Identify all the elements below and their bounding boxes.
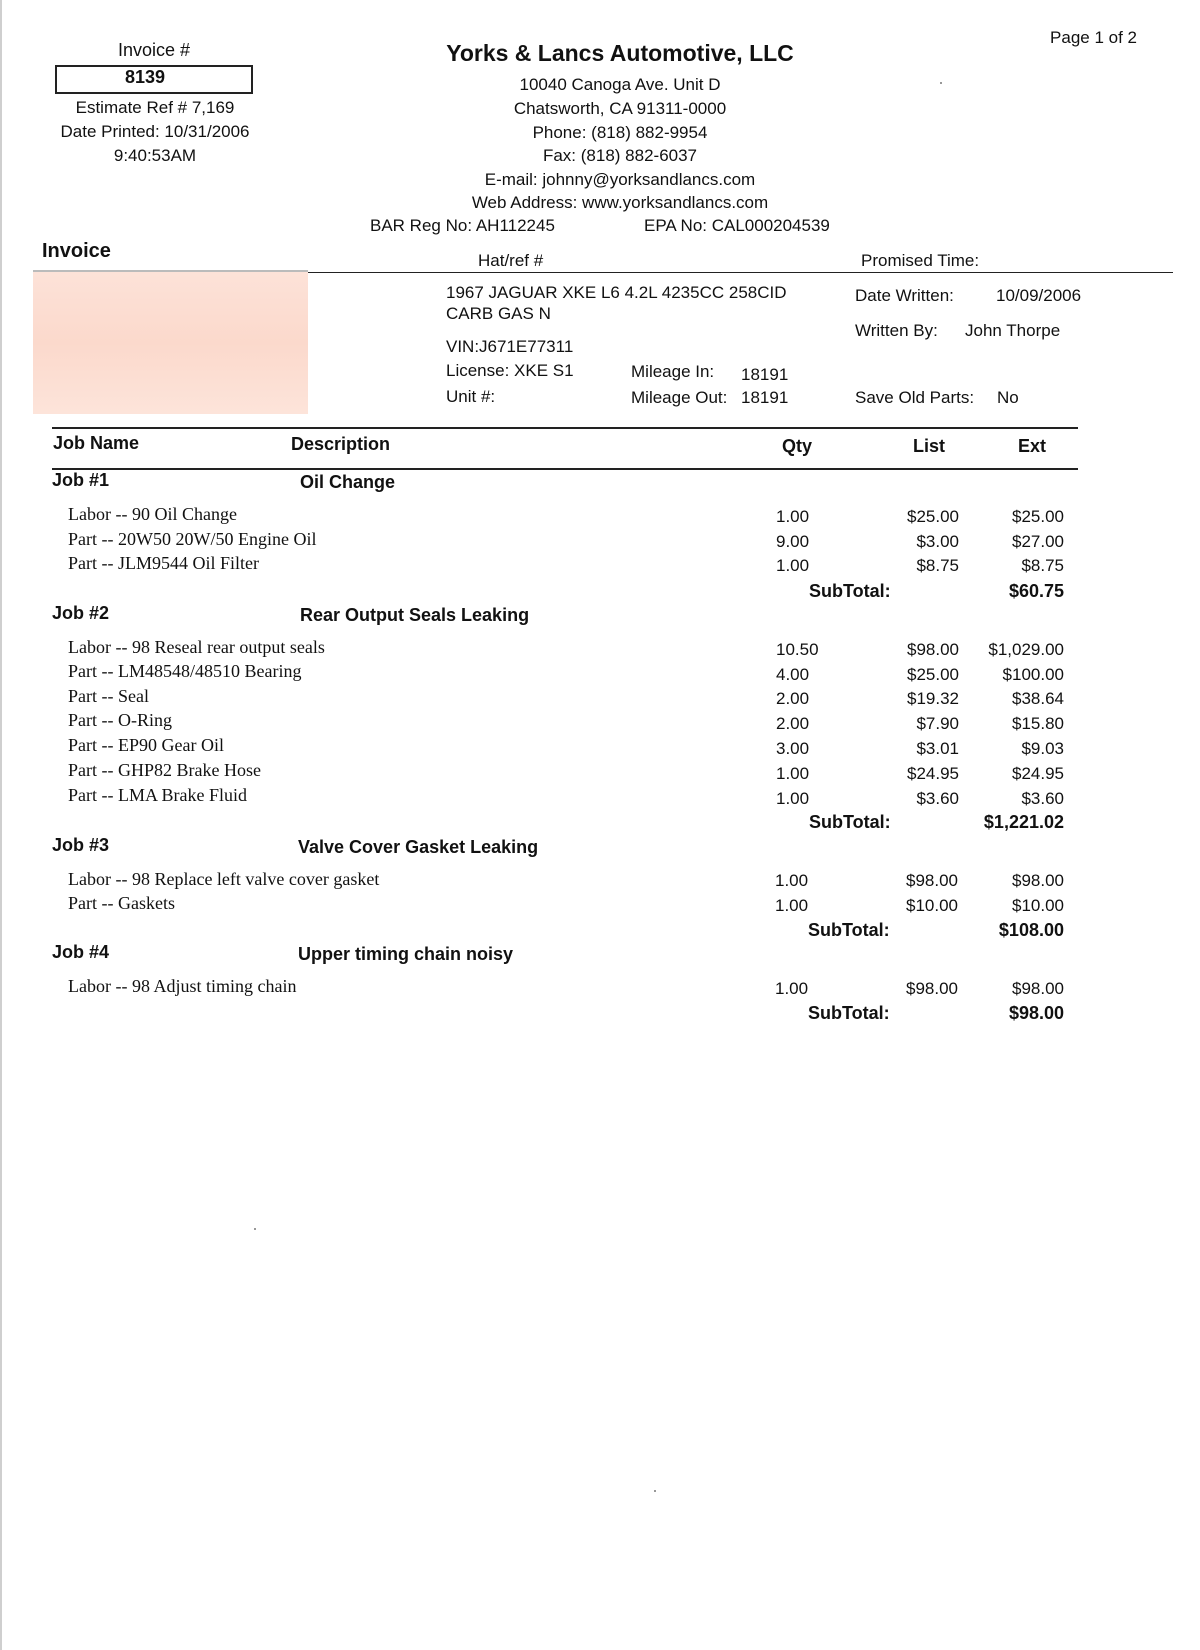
line-item-extended-price: $1,029.00 [988, 640, 1064, 659]
page-indicator: Page 1 of 2 [1050, 28, 1137, 47]
line-item-description: Part -- JLM9544 Oil Filter [68, 553, 259, 573]
scan-speck [940, 82, 942, 84]
vehicle-engine: CARB GAS N [446, 304, 551, 323]
job-number: Job #1 [52, 470, 110, 490]
job-number: Job #3 [52, 835, 110, 855]
line-item-description: Part -- GHP82 Brake Hose [68, 760, 261, 780]
line-item-description: Part -- O-Ring [68, 710, 172, 730]
line-item-description: Part -- 20W50 20W/50 Engine Oil [68, 529, 317, 549]
line-item-qty: 1.00 [775, 979, 809, 998]
column-header-qty: Qty [782, 436, 813, 456]
line-item-qty: 10.50 [776, 640, 819, 659]
line-item-extended-price: $25.00 [1012, 507, 1064, 526]
line-item-list-price: $25.00 [907, 507, 959, 526]
company-name: Yorks & Lancs Automotive, LLC [446, 40, 794, 66]
line-item-list-price: $24.95 [907, 764, 959, 783]
company-web: Web Address: www.yorksandlancs.com [471, 193, 769, 212]
line-item-list-price: $98.00 [907, 640, 959, 659]
written-by-label: Written By: [855, 321, 938, 340]
line-item-list-price: $25.00 [907, 665, 959, 684]
line-item-qty: 1.00 [776, 556, 810, 575]
line-item-qty: 1.00 [776, 764, 810, 783]
line-item-list-price: $3.60 [916, 789, 959, 808]
line-item-description: Part -- EP90 Gear Oil [68, 735, 224, 755]
line-item-qty: 1.00 [776, 507, 810, 526]
subtotal-label: SubTotal: [808, 920, 890, 940]
mileage-in-value: 18191 [741, 365, 789, 384]
mileage-out-label: Mileage Out: [631, 388, 728, 407]
line-item-list-price: $10.00 [906, 896, 958, 915]
line-item-list-price: $19.32 [907, 689, 959, 708]
company-email: E-mail: johnny@yorksandlancs.com [484, 170, 756, 189]
estimate-ref: Estimate Ref # 7,169 [75, 98, 235, 117]
line-item-extended-price: $24.95 [1012, 764, 1064, 783]
invoice-number-box [55, 65, 253, 94]
line-item-list-price: $3.00 [916, 532, 959, 551]
job-subtotal: $1,221.02 [983, 812, 1064, 832]
line-item-description: Part -- Gaskets [68, 893, 175, 913]
line-item-description: Part -- Seal [68, 686, 149, 706]
line-item-list-price: $8.75 [916, 556, 959, 575]
promised-time-label: Promised Time: [861, 251, 980, 270]
scan-speck [254, 1228, 256, 1230]
job-title: Rear Output Seals Leaking [300, 605, 530, 625]
line-item-list-price: $7.90 [916, 714, 959, 733]
vehicle-description: 1967 JAGUAR XKE L6 4.2L 4235CC 258CID [446, 283, 787, 302]
line-item-extended-price: $3.60 [1021, 789, 1064, 808]
line-item-description: Labor -- 98 Replace left valve cover gasket [68, 869, 380, 889]
date-written-label: Date Written: [855, 286, 954, 305]
column-header-ext: Ext [1018, 436, 1047, 456]
redacted-customer-info [33, 270, 308, 414]
line-item-description: Labor -- 98 Adjust timing chain [68, 976, 297, 996]
date-written-value: 10/09/2006 [996, 286, 1082, 305]
job-subtotal: $60.75 [1008, 581, 1064, 601]
column-header-job-name: Job Name [53, 433, 140, 453]
line-item-qty: 9.00 [776, 532, 810, 551]
line-item-qty: 1.00 [776, 789, 810, 808]
column-header-list: List [913, 436, 946, 456]
company-address-line1: 10040 Canoga Ave. Unit D [519, 75, 721, 94]
line-item-extended-price: $27.00 [1012, 532, 1064, 551]
vehicle-unit: Unit #: [446, 387, 496, 406]
date-printed: Date Printed: 10/31/2006 [60, 122, 250, 141]
job-number: Job #4 [52, 942, 110, 962]
job-subtotal: $108.00 [998, 920, 1064, 940]
table-top-rule [52, 427, 1078, 429]
job-subtotal: $98.00 [1008, 1003, 1064, 1023]
company-fax: Fax: (818) 882-6037 [542, 146, 698, 165]
line-item-qty: 1.00 [775, 871, 809, 890]
line-item-extended-price: $98.00 [1012, 979, 1064, 998]
line-item-extended-price: $15.80 [1012, 714, 1064, 733]
line-item-qty: 4.00 [776, 665, 810, 684]
line-item-extended-price: $100.00 [1002, 665, 1064, 684]
line-item-extended-price: $98.00 [1012, 871, 1064, 890]
line-item-qty: 3.00 [776, 739, 810, 758]
scan-speck [654, 1490, 656, 1492]
line-item-extended-price: $8.75 [1021, 556, 1064, 575]
line-item-list-price: $3.01 [916, 739, 959, 758]
line-item-qty: 2.00 [776, 689, 810, 708]
written-by-value: John Thorpe [965, 321, 1061, 340]
subtotal-label: SubTotal: [809, 581, 891, 601]
time-printed: 9:40:53AM [113, 146, 197, 165]
vehicle-license: License: XKE S1 [446, 361, 574, 380]
company-phone: Phone: (818) 882-9954 [532, 123, 708, 142]
job-title: Oil Change [300, 472, 396, 492]
line-item-extended-price: $10.00 [1012, 896, 1064, 915]
line-item-description: Labor -- 90 Oil Change [68, 504, 237, 524]
invoice-section-label: Invoice [42, 240, 111, 262]
hat-ref-label: Hat/ref # [478, 251, 544, 270]
company-address-line2: Chatsworth, CA 91311-0000 [513, 99, 727, 118]
table-header-rule [52, 468, 1078, 470]
bar-reg-number: BAR Reg No: AH112245 [370, 216, 555, 235]
line-item-list-price: $98.00 [906, 871, 958, 890]
line-item-list-price: $98.00 [906, 979, 958, 998]
save-old-parts-label: Save Old Parts: [855, 388, 975, 407]
vehicle-vin: VIN:J671E77311 [446, 337, 574, 356]
invoice-number-label: Invoice # [117, 40, 191, 60]
line-item-description: Labor -- 98 Reseal rear output seals [68, 637, 325, 657]
line-item-extended-price: $38.64 [1012, 689, 1064, 708]
column-header-description: Description [291, 434, 391, 454]
epa-number: EPA No: CAL000204539 [644, 216, 830, 235]
mileage-out-value: 18191 [741, 388, 789, 407]
line-item-qty: 2.00 [776, 714, 810, 733]
subtotal-label: SubTotal: [808, 1003, 890, 1023]
save-old-parts-value: No [997, 388, 1019, 407]
line-item-qty: 1.00 [775, 896, 809, 915]
job-number: Job #2 [52, 603, 110, 623]
mileage-in-label: Mileage In: [631, 362, 715, 381]
line-item-description: Part -- LM48548/48510 Bearing [68, 661, 302, 681]
line-item-description: Part -- LMA Brake Fluid [68, 785, 247, 805]
scan-edge [0, 0, 2, 1650]
subtotal-label: SubTotal: [809, 812, 891, 832]
job-title: Valve Cover Gasket Leaking [298, 837, 539, 857]
job-title: Upper timing chain noisy [298, 944, 514, 964]
line-item-extended-price: $9.03 [1021, 739, 1064, 758]
invoice-number: 8139 [125, 67, 166, 87]
